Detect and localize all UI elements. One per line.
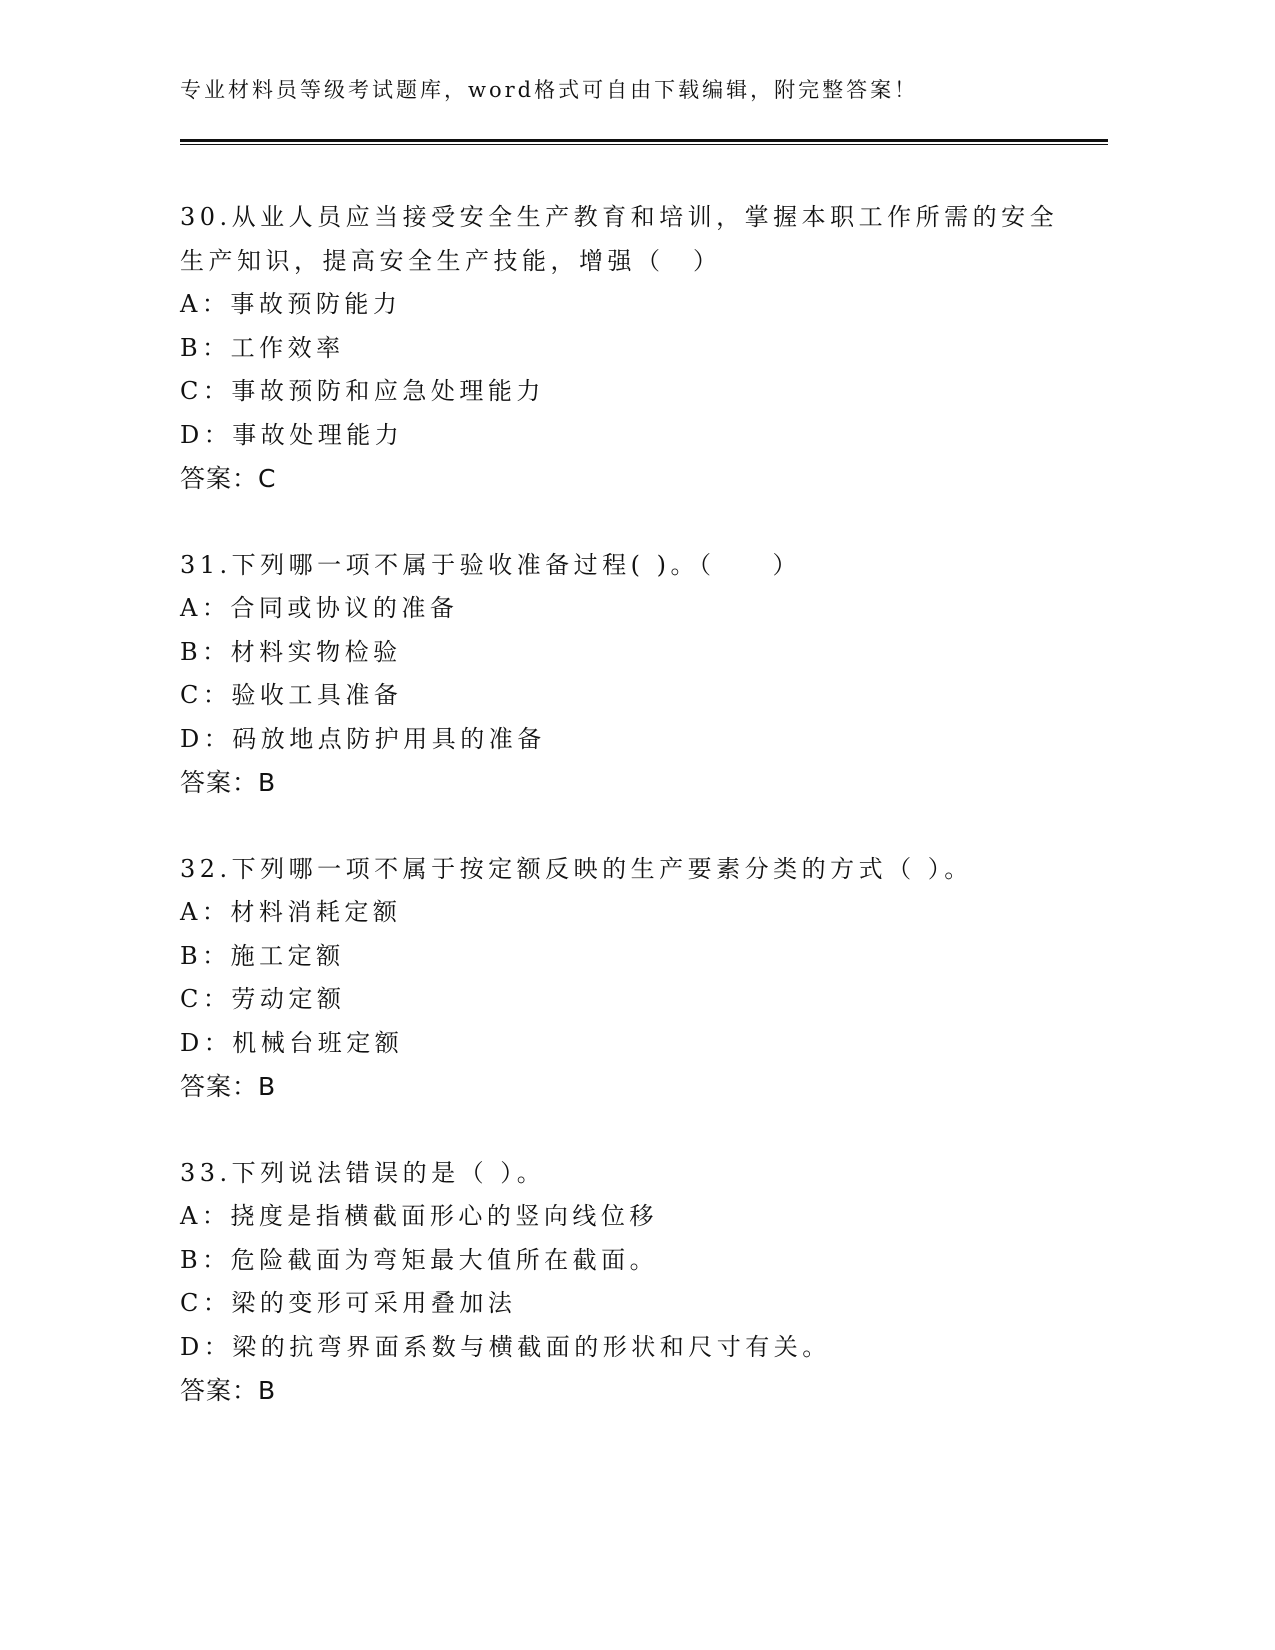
option-a: A：材料消耗定额 [180, 898, 402, 926]
answer-label: 答案：B [180, 768, 277, 797]
answer-label: 答案：B [180, 1072, 277, 1101]
option-b: B：施工定额 [180, 941, 345, 970]
option-c: C：事故预防和应急处理能力 [180, 377, 545, 405]
page-header: 专业材料员等级考试题库，word格式可自由下载编辑，附完整答案！ [180, 78, 919, 102]
answer-label: 答案：C [180, 464, 277, 493]
question-stem: 30.从业人员应当接受安全生产教育和培训，掌握本职工作所需的安全生产知识，提高安全生产技能，增强（ ） [180, 203, 1059, 275]
answer-label: 答案：B [180, 1376, 277, 1405]
option-d: D：机械台班定额 [180, 1028, 404, 1057]
option-c: C：验收工具准备 [180, 681, 403, 709]
option-c: C：梁的变形可采用叠加法 [180, 1289, 517, 1317]
question-stem: 31.下列哪一项不属于验收准备过程( )。（ ） [180, 550, 802, 579]
option-b: B：工作效率 [180, 333, 345, 362]
option-d: D：梁的抗弯界面系数与横截面的形状和尺寸有关。 [180, 1332, 831, 1361]
question-32 [180, 848, 1080, 1109]
option-d: D：事故处理能力 [180, 420, 404, 449]
option-d: D：码放地点防护用具的准备 [180, 724, 546, 753]
header-divider [180, 139, 1108, 145]
question-33 [180, 1152, 1080, 1413]
question-stem: 33.下列说法错误的是（ ）。 [180, 1158, 546, 1187]
option-a: A：合同或协议的准备 [180, 594, 459, 622]
option-a: A：挠度是指横截面形心的竖向线位移 [180, 1202, 658, 1230]
option-c: C：劳动定额 [180, 985, 346, 1013]
question-list [180, 196, 1080, 1456]
question-30 [180, 196, 1080, 501]
option-b: B：危险截面为弯矩最大值所在截面。 [180, 1245, 659, 1274]
question-31 [180, 544, 1080, 805]
question-stem: 32.下列哪一项不属于按定额反映的生产要素分类的方式（ ）。 [180, 854, 973, 883]
option-a: A：事故预防能力 [180, 290, 402, 318]
option-b: B：材料实物检验 [180, 637, 402, 666]
